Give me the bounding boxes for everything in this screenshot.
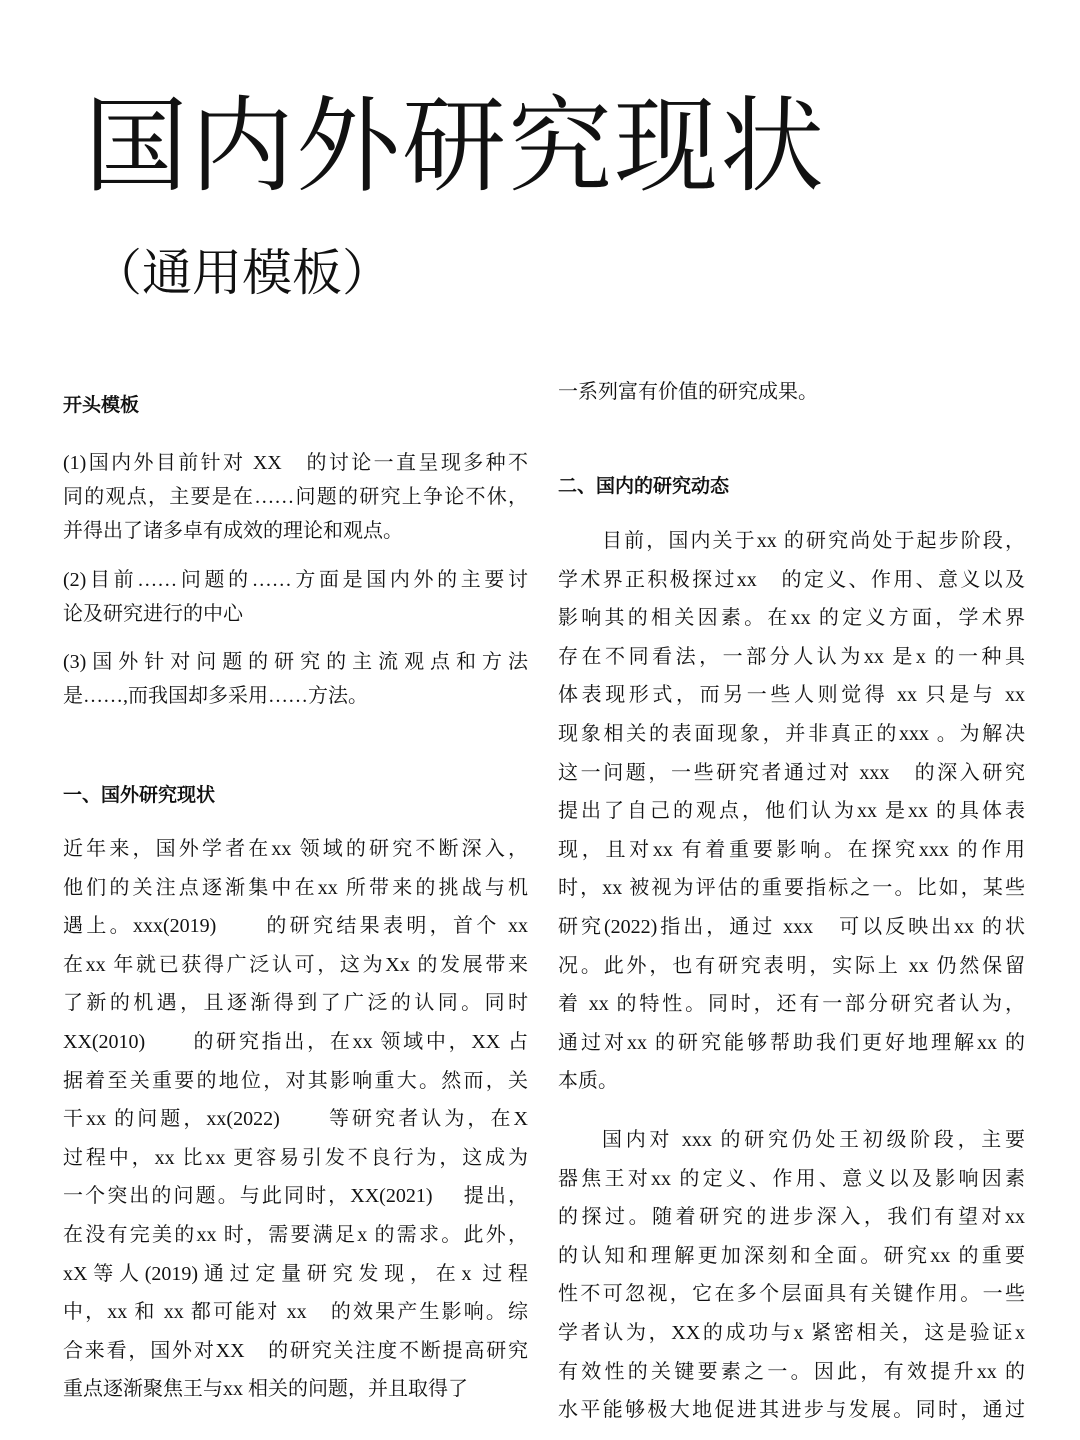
text-line: 现象相关的表面现象，并非真正的xxx 。为解决 [558, 722, 1025, 745]
domestic-research-paragraph-2 [558, 1121, 1025, 1430]
text-line: XX(2010) 的研究指出，在xx 领域中，XX 占 [63, 1030, 528, 1053]
text-line: 遇上。xxx(2019) 的研究结果表明，首个 xx [63, 915, 528, 938]
text-line: 他们的关注点逐渐集中在xx 所带来的挑战与机 [63, 876, 528, 899]
text-line: xX等人(2019)通过定量研究发现，在x 过程 [63, 1262, 528, 1285]
text-line: 一系列富有价值的研究成果。 [558, 381, 818, 403]
text-line: 有效性的关键要素之一。因此，有效提升xx 的 [558, 1360, 1025, 1383]
domestic-research-paragraph-1 [558, 522, 1025, 1101]
text-line: 一个突出的问题。与此同时，XX(2021) 提出， [63, 1185, 528, 1208]
text-line: 据着至关重要的地位，对其影响重大。然而，关 [63, 1069, 528, 1092]
opening-item-3 [63, 645, 528, 713]
text-line: 现，且对xx 有着重要影响。在探究xxx 的作用 [558, 838, 1025, 861]
text-line: 通过对xx 的研究能够帮助我们更好地理解xx 的 [558, 1031, 1025, 1054]
text-line: 论及研究进行的中心 [63, 603, 243, 625]
text-line: 况。此外，也有研究表明，实际上 xx 仍然保留 [558, 954, 1025, 977]
opening-item-2 [63, 563, 528, 631]
text-line: 学术界正积极探过xx 的定义、作用、意义以及 [558, 568, 1025, 591]
text-line: 目前，国内关于xx 的研究尚处于起步阶段， [602, 530, 1025, 552]
text-line: 体表现形式，而另一些人则觉得 xx 只是与 xx [558, 684, 1025, 707]
text-line: 存在不同看法，一部分人认为xx 是x 的一种具 [558, 645, 1025, 668]
text-line: 影响其的相关因素。在xx 的定义方面，学术界 [558, 607, 1025, 630]
opening-item-1 [63, 446, 528, 548]
text-line: 本质。 [558, 1070, 618, 1093]
text-line: 在没有完美的xx 时，需要满足x 的需求。此外， [63, 1223, 528, 1246]
text-line: 在xx 年就已获得广泛认可，这为Xx 的发展带来 [63, 953, 528, 976]
text-line: 这一问题，一些研究者通过对 xxx 的深入研究 [558, 761, 1025, 784]
text-line: 并得出了诸多卓有成效的理论和观点。 [63, 520, 403, 542]
text-line: 着 xx 的特性。同时，还有一部分研究者认为， [558, 993, 1025, 1016]
text-line: (3)国外针对问题的研究的主流观点和方法 [63, 651, 528, 673]
text-line: (2)目前……问题的……方面是国内外的主要讨 [63, 569, 528, 591]
text-line: 中，xx 和 xx 都可能对 xx 的效果产生影响。综 [63, 1301, 528, 1324]
document-title: 国内外研究现状 [84, 85, 827, 207]
text-line: 同的观点，主要是在……问题的研究上争论不休， [63, 486, 528, 508]
text-line: 学者认为，XX的成功与x 紧密相关，这是验证x [558, 1321, 1025, 1344]
text-line: 器焦王对xx 的定义、作用、意义以及影响因素 [558, 1167, 1025, 1190]
text-line: 时，xx 被视为评估的重要指标之一。比如，某些 [558, 877, 1025, 900]
document-subtitle: （通用模板） [92, 244, 392, 302]
opening-template-heading: 开头模板 [63, 394, 140, 416]
text-line: 的认知和理解更加深刻和全面。研究xx 的重要 [558, 1244, 1025, 1267]
text-line: 合来看，国外对XX 的研究关注度不断提高研究 [63, 1339, 528, 1362]
section-domestic-heading: 二、国内的研究动态 [558, 475, 730, 497]
text-line: 重点逐渐聚焦王与xx 相关的问题，并且取得了 [63, 1378, 468, 1401]
text-line: 性不可忽视，它在多个层面具有关键作用。一些 [558, 1283, 1025, 1306]
text-line: (1)国内外目前针对 XX 的讨论一直呈现多种不 [63, 452, 528, 474]
text-line: 是……,而我国却多采用……方法。 [63, 685, 368, 707]
text-line: 过程中，xx 比xx 更容易引发不良行为，这成为 [63, 1146, 528, 1169]
text-line: 研究(2022)指出，通过 xxx 可以反映出xx 的状 [558, 915, 1025, 938]
text-line: 近年来，国外学者在xx 领域的研究不断深入， [63, 838, 528, 860]
section-foreign-heading: 一、国外研究现状 [63, 784, 216, 806]
text-line: 提出了自己的观点，他们认为xx 是xx 的具体表 [558, 800, 1025, 823]
text-line: 国内对 xxx 的研究仍处王初级阶段，主要 [602, 1129, 1025, 1151]
text-line: 了新的机遇，且逐渐得到了广泛的认同。同时 [63, 992, 528, 1015]
continuation-line [558, 375, 1025, 409]
foreign-research-paragraph [63, 830, 528, 1409]
text-line: 的探过。随着研究的进步深入，我们有望对xx [558, 1206, 1025, 1229]
text-line: 水平能够极大地促进其进步与发展。同时，通过 [558, 1399, 1025, 1422]
text-line: 干xx 的问题，xx(2022) 等研究者认为，在X [63, 1108, 528, 1131]
